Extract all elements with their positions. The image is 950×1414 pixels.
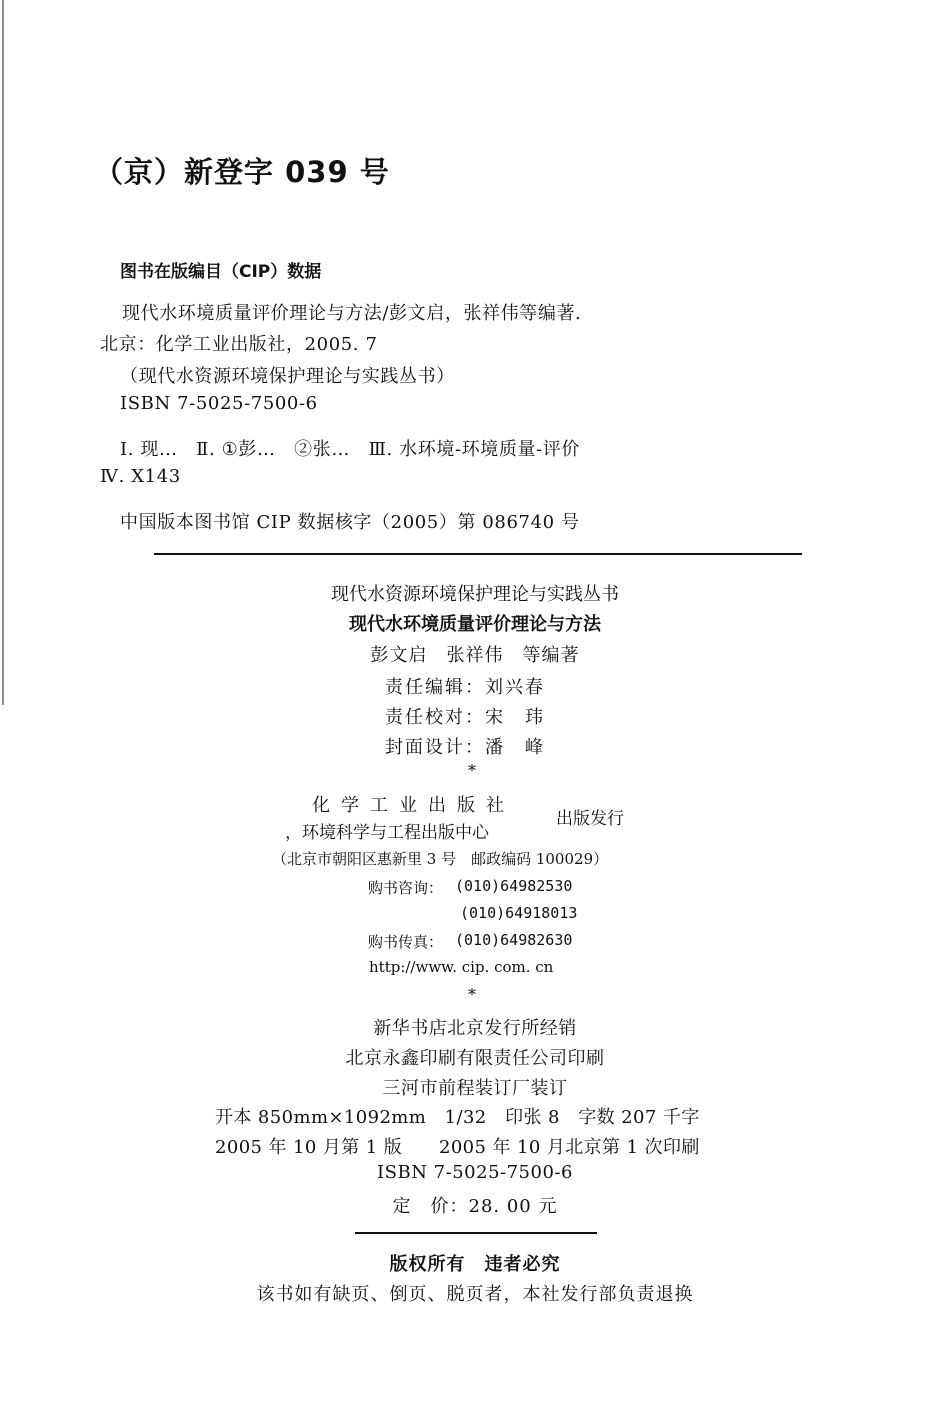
phone-number: (010)64918013 — [460, 904, 578, 922]
credit-editor — [385, 673, 545, 699]
return-notice: 该书如有缺页、倒页、脱页者，本社发行部负责退换 — [256, 1284, 694, 1305]
separator-star: * — [468, 761, 476, 780]
credit-value: 宋 玮 — [485, 707, 545, 728]
credit-cover-design — [385, 733, 545, 759]
credit-value: 刘兴春 — [485, 677, 545, 698]
separator-star: * — [468, 985, 476, 1004]
publisher-name: 化学工业出版社 — [312, 795, 515, 816]
scan-edge-shadow — [2, 0, 4, 705]
publish-issue: 出版发行 — [556, 809, 624, 829]
phone-number: (010)64982530 — [455, 877, 573, 895]
isbn: ISBN 7-5025-7500-6 — [377, 1162, 573, 1183]
phone-label: 购书咨询： — [368, 879, 444, 897]
fax-label: 购书传真： — [368, 933, 444, 951]
publisher-address: （北京市朝阳区惠新里 3 号 邮政编码 100029） — [272, 850, 609, 868]
credit-label: 责任校对： — [385, 707, 485, 728]
format-spec: 开本 850mm×1092mm 1/32 印张 8 字数 207 千字 — [215, 1107, 700, 1128]
fax-number: (010)64982630 — [455, 931, 573, 949]
cip-line: Ⅳ. X143 — [100, 466, 181, 487]
cip-line: 北京：化学工业出版社，2005. 7 — [100, 334, 378, 355]
license-number: （京）新登字 039 号 — [94, 155, 390, 189]
cip-isbn: ISBN 7-5025-7500-6 — [120, 393, 318, 414]
series-title: 现代水资源环境保护理论与实践丛书 — [331, 584, 619, 605]
distributor: 新华书店北京发行所经销 — [373, 1018, 577, 1039]
authors: 彭文启 张祥伟 等编著 — [370, 645, 580, 666]
price: 定 价：28. 00 元 — [392, 1196, 558, 1217]
divider-rule — [355, 1232, 597, 1234]
cip-heading: 图书在版编目（CIP）数据 — [120, 262, 322, 282]
cip-verification: 中国版本图书馆 CIP 数据核字（2005）第 086740 号 — [120, 512, 580, 533]
book-title: 现代水环境质量评价理论与方法 — [349, 614, 601, 635]
edition-info: 2005 年 10 月第 1 版 2005 年 10 月北京第 1 次印刷 — [215, 1137, 700, 1158]
cip-line: 现代水环境质量评价理论与方法/彭文启，张祥伟等编著. — [122, 303, 582, 324]
credit-value: 潘 峰 — [485, 737, 545, 758]
copyright-notice: 版权所有 违者必究 — [389, 1254, 561, 1275]
credit-label: 封面设计： — [385, 737, 485, 758]
printer: 北京永鑫印刷有限责任公司印刷 — [345, 1048, 605, 1069]
cip-line: （现代水资源环境保护理论与实践丛书） — [120, 366, 455, 387]
website-url: http://www. cip. com. cn — [369, 958, 554, 976]
credit-proofreader — [385, 703, 545, 729]
divider-rule — [154, 553, 802, 555]
binder: 三河市前程装订厂装订 — [382, 1078, 568, 1099]
cip-line: Ⅰ. 现… Ⅱ. ①彭… ②张… Ⅲ. 水环境-环境质量-评价 — [120, 439, 580, 460]
publisher-center: ，环境科学与工程出版中心 — [285, 823, 489, 843]
credit-label: 责任编辑： — [385, 677, 485, 698]
